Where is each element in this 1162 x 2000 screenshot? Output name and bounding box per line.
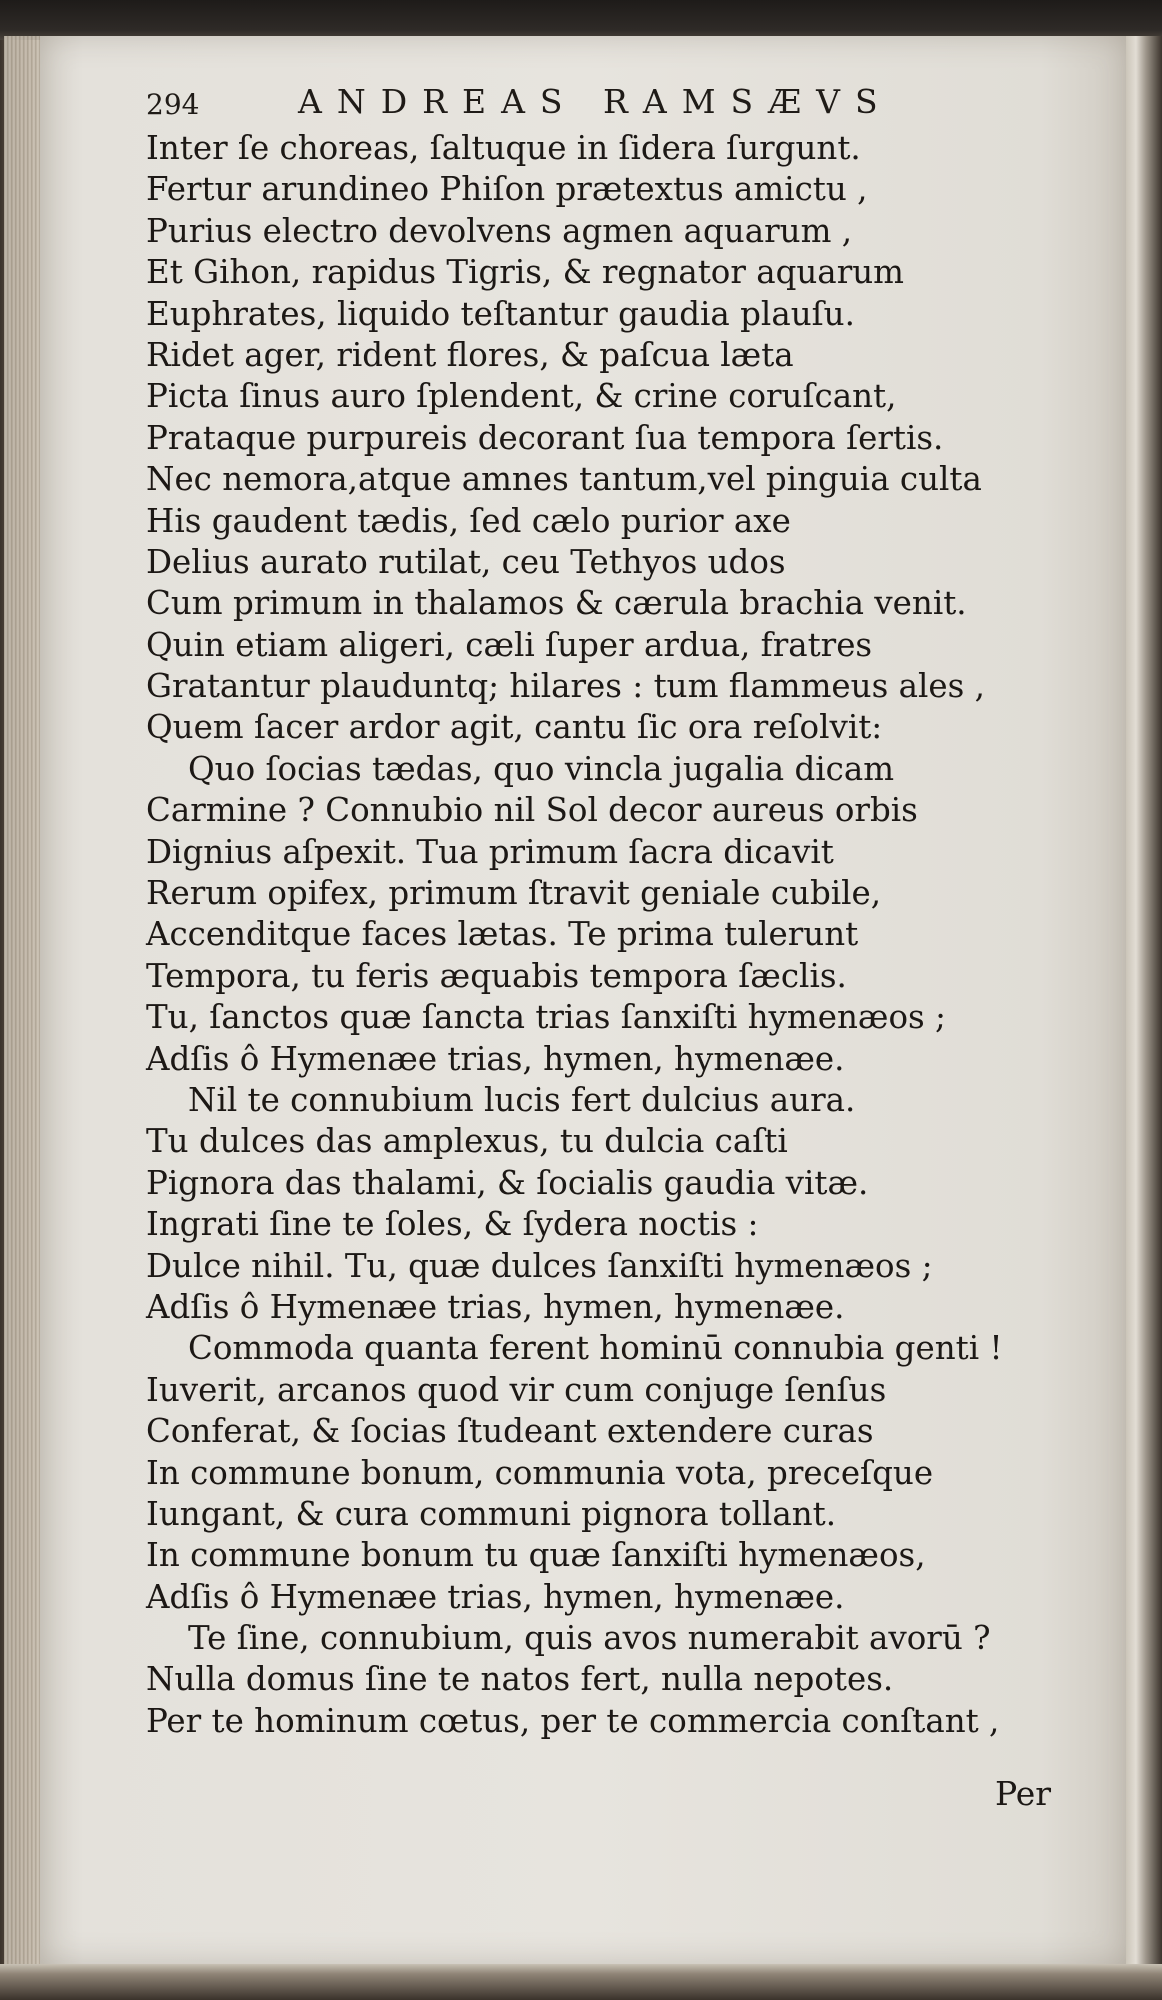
text-line: Adſis ô Hymenæe trias, hymen, hymenæe. [146, 1039, 845, 1078]
page-edges-right [1126, 36, 1162, 2000]
text-line: Accenditque faces lætas. Te prima tulerunt [146, 915, 859, 954]
text-line: Purius electro devolvens agmen aquarum , [146, 211, 853, 250]
text-line: Quem ſacer ardor agit, cantu ſic ora reſolvit: [146, 708, 883, 747]
running-head: ANDREAS RAMSÆVS [298, 82, 893, 121]
text-line: Per te hominum cœtus, per te commercia conſtant , [146, 1701, 1000, 1740]
text-line: Tu dulces das amplexus, tu dulcia caſti [146, 1122, 788, 1161]
text-line: Nec nemora,atque amnes tantum,vel pinguia culta [146, 460, 982, 499]
text-line: Dignius aſpexit. Tua primum ſacra dicavit [146, 832, 834, 871]
text-line: In commune bonum, communia vota, preceſque [146, 1453, 934, 1492]
text-line: Ingrati ſine te ſoles, & ſydera noctis : [146, 1205, 759, 1244]
text-line: His gaudent tædis, ſed cælo purior axe [146, 501, 791, 540]
text-line: Delius aurato rutilat, ceu Tethyos udos [146, 542, 786, 581]
text-line: Inter ſe choreas, ſaltuque in ſidera ſurgunt. [146, 129, 861, 167]
text-line: Gratantur plauduntq; hilares : tum flammeus ales , [146, 667, 985, 706]
catchword: Per [995, 1774, 1052, 1813]
text-line: Prataque purpureis decorant ſua tempora ſertis. [146, 418, 944, 457]
text-line: Conferat, & ſocias ſtudeant extendere curas [146, 1412, 874, 1451]
text-line: Cum primum in thalamos & cærula brachia venit. [146, 584, 967, 623]
text-line: Nulla domus ſine te natos fert, nulla nepotes. [146, 1660, 894, 1699]
text-line: Dulce nihil. Tu, quæ dulces ſanxiſti hymenæos ; [146, 1246, 933, 1285]
text-line: Euphrates, liquido teſtantur gaudia plauſu. [146, 294, 855, 333]
page-edges-bottom [0, 1964, 1162, 2000]
text-line: Fertur arundineo Phiſon prætextus amictu , [146, 170, 868, 209]
text-line: Commoda quanta ferent hominū connubia genti ! [188, 1329, 1003, 1368]
page-edges-left [4, 36, 40, 1964]
text-line: Quo ſocias tædas, quo vincla jugalia dicam [188, 749, 895, 788]
text-line: Te ſine, connubium, quis avos numerabit avorū ? [188, 1619, 991, 1658]
text-line: In commune bonum tu quæ ſanxiſti hymenæos, [146, 1536, 926, 1575]
text-line: Carmine ? Connubio nil Sol decor aureus orbis [146, 791, 918, 830]
text-line: Et Gihon, rapidus Tigris, & regnator aquarum [146, 253, 904, 292]
text-line: Iuverit, arcanos quod vir cum conjuge ſenſus [146, 1370, 887, 1409]
text-line: Adſis ô Hymenæe trias, hymen, hymenæe. [146, 1287, 845, 1326]
poem-text [146, 128, 1076, 1742]
page-header [146, 82, 906, 132]
text-line: Rerum opifex, primum ſtravit geniale cubile, [146, 874, 882, 913]
page-number: 294 [146, 88, 200, 121]
text-line: Tempora, tu feris æquabis tempora ſæclis. [146, 956, 847, 995]
text-line: Pignora das thalami, & ſocialis gaudia vitæ. [146, 1163, 869, 1202]
text-line: Ridet ager, rident flores, & paſcua læta [146, 335, 794, 374]
text-line: Picta ſinus auro ſplendent, & crine coruſcant, [146, 377, 897, 416]
text-line: Tu, ſanctos quæ ſancta trias ſanxiſti hymenæos ; [146, 998, 946, 1037]
text-line: Nil te connubium lucis fert dulcius aura. [188, 1080, 856, 1119]
binding-top [0, 0, 1162, 40]
text-line: Adſis ô Hymenæe trias, hymen, hymenæe. [146, 1577, 845, 1616]
text-line: Quin etiam aligeri, cæli ſuper ardua, fratres [146, 625, 873, 664]
text-line: Iungant, & cura communi pignora tollant. [146, 1494, 837, 1533]
